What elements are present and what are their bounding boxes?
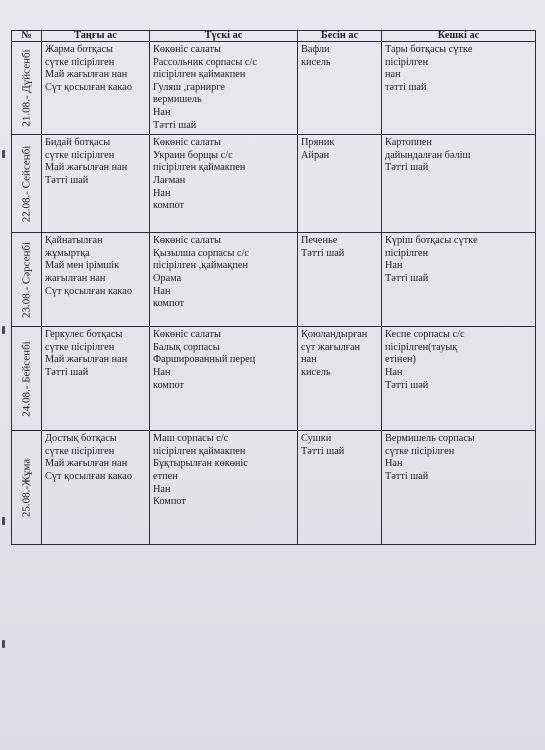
menu-item: сүтке пісірілген xyxy=(385,445,455,457)
menu-item: Қайнатылған xyxy=(45,235,103,247)
menu-item: Нан xyxy=(153,366,171,378)
menu-item: нан xyxy=(385,69,401,81)
menu-item: Тәтті шай xyxy=(385,272,429,284)
snack-cell xyxy=(298,135,382,233)
menu-item: Көкөніс салаты xyxy=(153,329,221,341)
menu-item: пісірілген қаймакпен xyxy=(153,69,246,81)
menu-item: Нан xyxy=(153,187,171,199)
menu-item: Тәтті шай xyxy=(153,119,197,131)
day-row xyxy=(12,135,536,233)
menu-item: нан xyxy=(301,354,317,366)
menu-item: компот xyxy=(153,379,184,391)
dinner-cell xyxy=(382,135,536,233)
menu-item: Сүт қосылған какао xyxy=(45,81,132,93)
menu-item: Қызылша сорпасы с/с xyxy=(153,247,249,259)
lunch-cell xyxy=(150,135,298,233)
menu-item: етінен) xyxy=(385,354,416,366)
lunch-cell xyxy=(150,327,298,431)
menu-item: пісірілген қаймакпен xyxy=(153,162,246,174)
menu-item: Тәтті шай xyxy=(301,247,345,259)
dinner-cell xyxy=(382,327,536,431)
menu-item: Геркулес ботқасы xyxy=(45,329,123,341)
menu-item: Нан xyxy=(153,483,171,495)
menu-item: Тәтті шай xyxy=(301,445,345,457)
margin-mark xyxy=(2,150,5,158)
menu-item: Фаршированный перец xyxy=(153,354,256,366)
day-label-cell xyxy=(12,431,42,545)
menu-item: Көкөніс салаты xyxy=(153,44,221,55)
day-label-cell xyxy=(12,135,42,233)
menu-item: Картоппен xyxy=(385,137,432,149)
dinner-cell xyxy=(382,42,536,135)
menu-item: Айран xyxy=(301,149,330,161)
menu-item: Гуляш ,гарнирге xyxy=(153,81,225,93)
menu-item: Рассольник сорпасы с/с xyxy=(153,56,257,68)
menu-item: Май жағылған нан xyxy=(45,458,128,470)
menu-item: Сүт қосылған какао xyxy=(45,285,132,297)
menu-item: Лағман xyxy=(153,174,186,186)
menu-item: Көкөніс салаты xyxy=(153,235,221,247)
breakfast-cell xyxy=(42,431,150,545)
menu-item: Нан xyxy=(153,106,171,118)
day-label: 25.08.-Жұма xyxy=(20,458,33,517)
menu-item: Нан xyxy=(385,366,403,378)
menu-item: Тары ботқасы сүткe xyxy=(385,44,473,55)
breakfast-cell xyxy=(42,327,150,431)
day-row xyxy=(12,233,536,327)
breakfast-cell xyxy=(42,135,150,233)
menu-item: Балық сорпасы xyxy=(153,341,220,353)
day-label: 22.08.- Сейсенбі xyxy=(20,145,33,222)
menu-item: Тәтті шай xyxy=(385,162,429,174)
menu-item: Украин борщы с/с xyxy=(153,149,233,161)
day-label: 21.08.- Дүйсенбі xyxy=(20,49,33,127)
menu-item: Көкөніс салаты xyxy=(153,137,221,149)
snack-cell xyxy=(298,42,382,135)
weekly-menu-table xyxy=(11,30,536,545)
menu-item: сүтке пісірілген xyxy=(45,341,115,353)
header-lunch: Түскі ас xyxy=(150,31,298,42)
menu-item: сүтке пісірілген xyxy=(45,149,115,161)
menu-item: пісірілген қаймакпен xyxy=(153,445,246,457)
day-row xyxy=(12,431,536,545)
menu-item: Маш сорпасы с/с xyxy=(153,433,229,445)
menu-item: пісірілген(тауық xyxy=(385,341,458,353)
day-label: 23.08.- Сәрсенбі xyxy=(20,241,33,318)
menu-item: вермишель xyxy=(153,94,202,106)
menu-item: пісірілген ,қаймақпен xyxy=(153,260,248,272)
snack-cell xyxy=(298,233,382,327)
menu-item: Май жағылған нан xyxy=(45,162,128,174)
menu-body xyxy=(12,42,536,545)
menu-item: жұмыртқа xyxy=(45,247,90,259)
menu-item: сүт жағылған xyxy=(301,341,361,353)
lunch-cell xyxy=(150,431,298,545)
menu-item: компот xyxy=(153,298,184,310)
menu-item: Күріш ботқасы сүткe xyxy=(385,235,478,247)
day-label-cell xyxy=(12,42,42,135)
menu-item: кисель xyxy=(301,56,331,68)
menu-item: тәтті шай xyxy=(385,81,427,93)
menu-item: сүтке пісірілген xyxy=(45,56,115,68)
header-snack: Бесін ас xyxy=(298,31,382,42)
menu-item: Сушки xyxy=(301,433,332,445)
menu-item: Жарма ботқасы xyxy=(45,44,113,55)
menu-item: Тәтті шай xyxy=(385,470,429,482)
menu-item: Достық ботқасы xyxy=(45,433,117,445)
day-row xyxy=(12,327,536,431)
menu-item: кисель xyxy=(301,366,331,378)
dinner-cell xyxy=(382,431,536,545)
menu-item: Орама xyxy=(153,272,182,284)
menu-item: етпен xyxy=(153,470,178,482)
menu-item: Нан xyxy=(385,458,403,470)
menu-item: дайындалған бәліш xyxy=(385,149,471,161)
menu-item: пісірілген xyxy=(385,247,429,259)
margin-mark xyxy=(2,517,5,525)
menu-item: Май жағылған нан xyxy=(45,354,128,366)
menu-item: Май мен ірімшік xyxy=(45,260,120,272)
menu-item: Вафли xyxy=(301,44,330,55)
day-row xyxy=(12,42,536,135)
menu-item: Тәтті шәй xyxy=(385,379,429,391)
menu-item: Бұқтырылған көкөніс xyxy=(153,458,248,470)
menu-item: жағылған нан xyxy=(45,272,106,284)
snack-cell xyxy=(298,431,382,545)
header-dinner: Кешкі ас xyxy=(382,31,536,42)
breakfast-cell xyxy=(42,42,150,135)
menu-item: Тәтті шай xyxy=(45,366,89,378)
menu-item: Май жағылған нан xyxy=(45,69,128,81)
menu-item: Тәтті шай xyxy=(45,174,89,186)
margin-mark xyxy=(2,326,5,334)
menu-item: Компот xyxy=(153,496,186,508)
lunch-cell xyxy=(150,42,298,135)
menu-item: Кеспе сорпасы с/с xyxy=(385,329,465,341)
header-breakfast: Таңғы ас xyxy=(42,31,150,42)
menu-item: Қоюландырған xyxy=(301,329,368,341)
menu-item: Сүт қосылған какао xyxy=(45,470,132,482)
day-label-cell xyxy=(12,233,42,327)
menu-item: Нан xyxy=(153,285,171,297)
day-label: 24.08.- Бейсенбі xyxy=(20,340,33,417)
margin-mark xyxy=(2,640,5,648)
dinner-cell xyxy=(382,233,536,327)
snack-cell xyxy=(298,327,382,431)
menu-item: компот xyxy=(153,200,184,212)
menu-item: Нан xyxy=(385,260,403,272)
menu-item: Вермишель сорпасы xyxy=(385,433,475,445)
day-label-cell xyxy=(12,327,42,431)
menu-item: пісірілген xyxy=(385,56,429,68)
header-num: № xyxy=(12,31,42,42)
menu-item: Бидай ботқасы xyxy=(45,137,111,149)
menu-item: Печенье xyxy=(301,235,338,247)
breakfast-cell xyxy=(42,233,150,327)
menu-item: Пряник xyxy=(301,137,335,149)
header-row xyxy=(12,31,536,42)
lunch-cell xyxy=(150,233,298,327)
menu-item: сүтке пісірілген xyxy=(45,445,115,457)
